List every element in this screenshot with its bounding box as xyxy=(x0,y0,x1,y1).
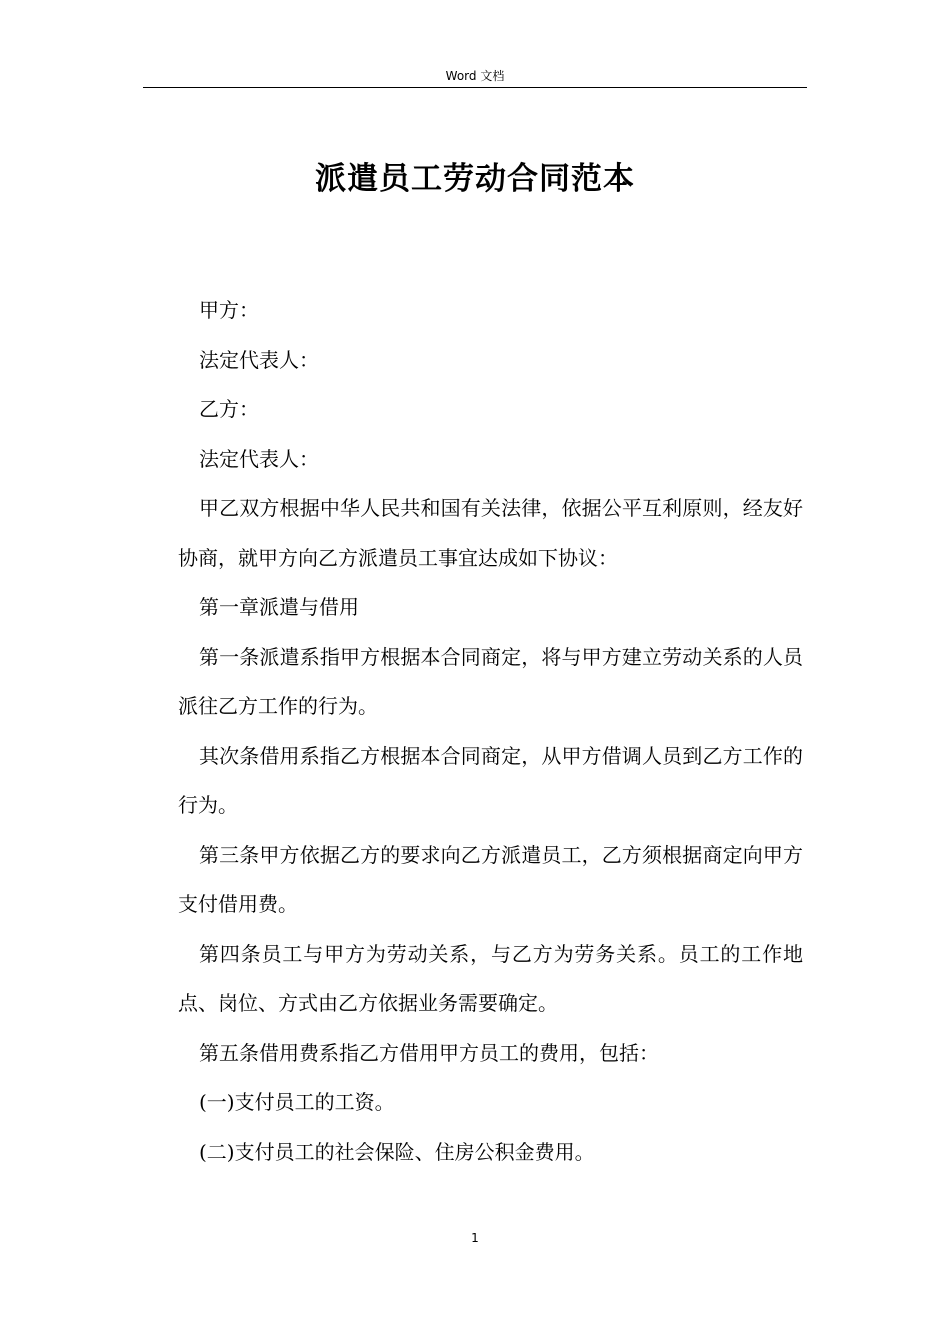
paragraph-party-b-representative: 法定代表人： xyxy=(199,446,319,471)
paragraph-party-a-representative: 法定代表人： xyxy=(199,347,319,372)
paragraph-article-4: 第四条员工与甲方为劳动关系，与乙方为劳务关系。员工的工作地点、岗位、方式由乙方依据业务需要确定。 xyxy=(178,941,803,1015)
paragraph-article-3: 第三条甲方依据乙方的要求向乙方派遣员工，乙方须根据商定向甲方支付借用费。 xyxy=(178,842,803,916)
paragraph-chapter-1: 第一章派遣与借用 xyxy=(199,595,359,619)
paragraph-article-5: 第五条借用费系指乙方借用甲方员工的费用，包括： xyxy=(199,1040,659,1065)
paragraph-item-1: (一)支付员工的工资。 xyxy=(199,1090,395,1114)
paragraph-party-a: 甲方： xyxy=(199,298,259,322)
document-title: 派遣员工劳动合同范本 xyxy=(315,161,635,197)
paragraph-item-2: (二)支付员工的社会保险、住房公积金费用。 xyxy=(199,1139,595,1164)
paragraph-article-1: 第一条派遣系指甲方根据本合同商定，将与甲方建立劳动关系的人员派往乙方工作的行为。 xyxy=(178,644,803,718)
paragraph-article-2: 其次条借用系指乙方根据本合同商定，从甲方借调人员到乙方工作的行为。 xyxy=(178,743,803,817)
paragraph-party-b: 乙方： xyxy=(199,397,259,421)
document-body xyxy=(178,286,803,1177)
page-header: Word 文档 xyxy=(445,69,505,83)
header-divider xyxy=(143,87,807,88)
paragraph-preamble: 甲乙双方根据中华人民共和国有关法律，依据公平互利原则，经友好协商，就甲方向乙方派遣员工事宜达成如下协议： xyxy=(178,496,803,570)
page-number: 1 xyxy=(471,1231,479,1245)
